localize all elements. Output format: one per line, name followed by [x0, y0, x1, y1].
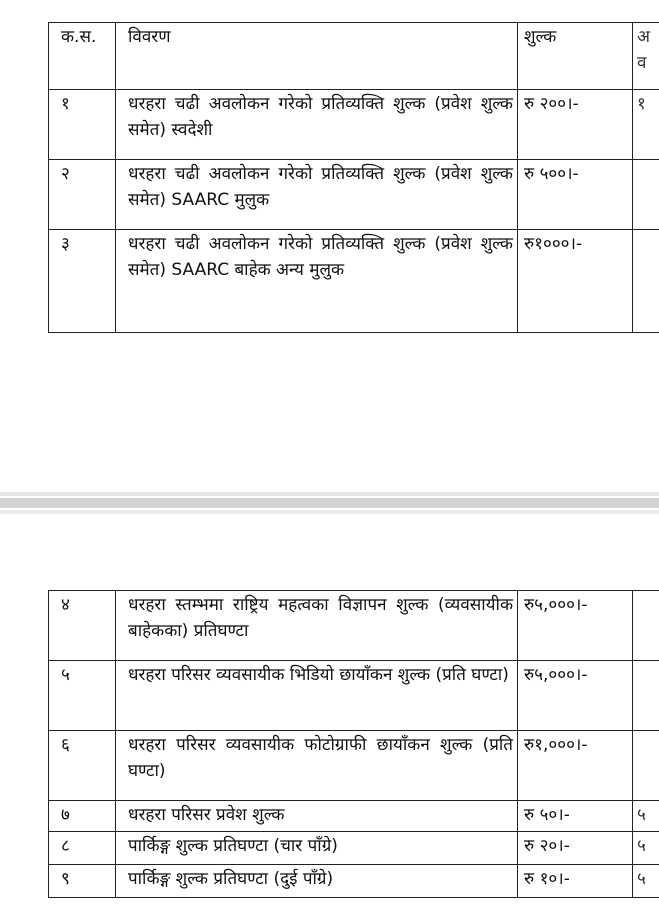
- header-fee: शुल्क: [518, 23, 633, 90]
- row-serial-no: ८: [49, 832, 116, 865]
- row-description: धरहरा स्तम्भमा राष्ट्रिय महत्वका विज्ञापन शुल्क (व्यवसायीक बाहेकका) प्रतिघण्टा: [116, 591, 518, 661]
- header-extra-line1: अ: [637, 27, 650, 47]
- header-description: विवरण: [116, 23, 518, 90]
- table-row: [49, 801, 659, 832]
- row-description: धरहरा परिसर व्यवसायीक भिडियो छायाँकन शुल्क (प्रति घण्टा): [116, 661, 518, 731]
- row-description: धरहरा चढी अवलोकन गरेको प्रतिव्यक्ति शुल्क (प्रवेश शुल्क समेत) स्वदेशी: [116, 90, 518, 160]
- header-serial-no: क.स.: [49, 23, 116, 90]
- row-extra: [633, 230, 659, 333]
- table-row: [49, 865, 659, 898]
- page-break-divider: [0, 492, 659, 524]
- header-extra: [633, 23, 659, 90]
- table-row: [49, 230, 659, 333]
- row-description: पार्किङ्ग शुल्क प्रतिघण्टा (चार पाँग्रे): [116, 832, 518, 865]
- row-fee: रु१०००।-: [518, 230, 633, 333]
- row-extra: [633, 731, 659, 801]
- table-row: [49, 731, 659, 801]
- row-fee: रु २०।-: [518, 832, 633, 865]
- row-serial-no: ४: [49, 591, 116, 661]
- fee-table-bottom: [48, 590, 659, 898]
- row-extra: ५: [633, 865, 659, 898]
- row-description: धरहरा परिसर व्यवसायीक फोटोग्राफी छायाँकन शुल्क (प्रति घण्टा): [116, 731, 518, 801]
- row-serial-no: १: [49, 90, 116, 160]
- row-extra: [633, 661, 659, 731]
- row-serial-no: ६: [49, 731, 116, 801]
- table-row: [49, 90, 659, 160]
- fee-table-top: [48, 22, 659, 333]
- row-serial-no: २: [49, 160, 116, 230]
- row-description: धरहरा चढी अवलोकन गरेको प्रतिव्यक्ति शुल्क (प्रवेश शुल्क समेत) SAARC मुलुक: [116, 160, 518, 230]
- row-serial-no: ९: [49, 865, 116, 898]
- row-description: धरहरा चढी अवलोकन गरेको प्रतिव्यक्ति शुल्क (प्रवेश शुल्क समेत) SAARC बाहेक अन्य मुलुक: [116, 230, 518, 333]
- table-row: [49, 591, 659, 661]
- row-fee: रु ५०।-: [518, 801, 633, 832]
- table-header-row: [49, 23, 659, 90]
- row-fee: रु१,०००।-: [518, 731, 633, 801]
- table-row: [49, 160, 659, 230]
- row-fee: रु५,०००।-: [518, 591, 633, 661]
- row-extra: ५: [633, 801, 659, 832]
- row-fee: रु ५००।-: [518, 160, 633, 230]
- table-row: [49, 661, 659, 731]
- row-fee: रु५,०००।-: [518, 661, 633, 731]
- row-fee: रु २००।-: [518, 90, 633, 160]
- row-extra: १: [633, 90, 659, 160]
- row-extra: [633, 591, 659, 661]
- row-serial-no: ५: [49, 661, 116, 731]
- row-description: पार्किङ्ग शुल्क प्रतिघण्टा (दुई पाँग्रे): [116, 865, 518, 898]
- header-extra-line2: व: [637, 53, 647, 73]
- row-extra: [633, 160, 659, 230]
- table-row: [49, 832, 659, 865]
- row-serial-no: ३: [49, 230, 116, 333]
- row-serial-no: ७: [49, 801, 116, 832]
- row-description: धरहरा परिसर प्रवेश शुल्क: [116, 801, 518, 832]
- row-fee: रु १०।-: [518, 865, 633, 898]
- row-extra: ५: [633, 832, 659, 865]
